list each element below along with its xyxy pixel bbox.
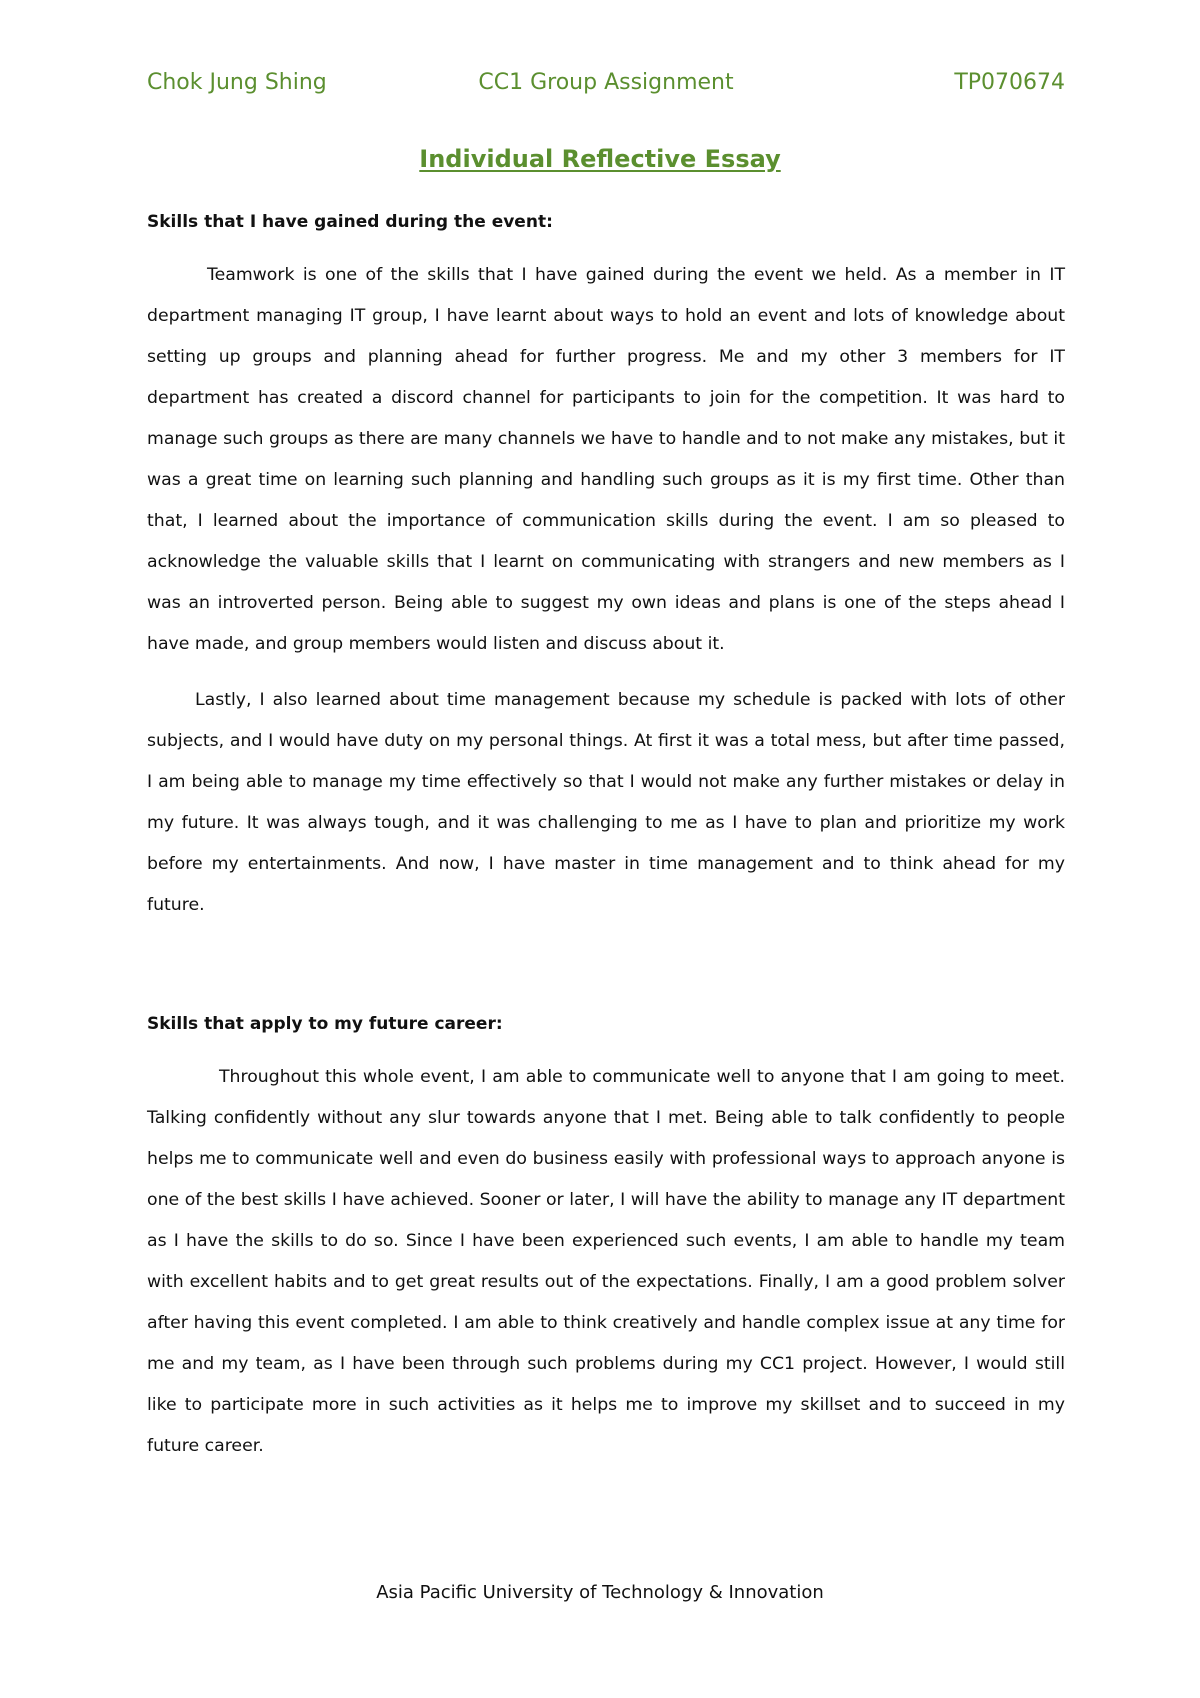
section-skills-gained bbox=[147, 210, 1065, 926]
header-author: Chok Jung Shing bbox=[147, 70, 327, 95]
section-future-career bbox=[147, 1012, 1065, 1467]
paragraph: Teamwork is one of the skills that I have gained during the event we held. As a member in IT department managing IT group, I have learnt about ways to hold an event and lots of knowledge about setting up groups and planning ahead for further progress. Me and my other 3 members for IT department has created a discord channel for participants to join for the competition. It was hard to manage such groups as there are many channels we have to handle and to not make any mistakes, but it was a great time on learning such planning and handling such groups as it is my first time. Other than that, I learned about the importance of communication skills during the event. I am so pleased to acknowledge the valuable skills that I learnt on communicating with strangers and new members as I was an introverted person. Being able to suggest my own ideas and plans is one of the steps ahead I have made, and group members would listen and discuss about it. bbox=[147, 265, 1065, 654]
section-heading: Skills that I have gained during the event: bbox=[147, 212, 553, 232]
page-title: Individual Reflective Essay bbox=[419, 145, 781, 173]
section-heading: Skills that apply to my future career: bbox=[147, 1014, 503, 1034]
page-header bbox=[147, 70, 1065, 102]
paragraph: Lastly, I also learned about time management because my schedule is packed with lots of other subjects, and I would have duty on my personal things. At first it was a total mess, but after time passed, I am being able to manage my time effectively so that I would not make any further mistakes or delay in my future. It was always tough, and it was challenging to me as I have to plan and prioritize my work before my entertainments. And now, I have master in time management and to think ahead for my future. bbox=[147, 690, 1065, 915]
paragraph: Throughout this whole event, I am able to communicate well to anyone that I am going to meet. Talking confidently without any slur towards anyone that I met. Being able to talk confidently to people helps me to communicate well and even do business easily with professional ways to approach anyone is one of the best skills I have achieved. Sooner or later, I will have the ability to manage any IT department as I have the skills to do so. Since I have been experienced such events, I am able to handle my team with excellent habits and to get great results out of the expectations. Finally, I am a good problem solver after having this event completed. I am able to think creatively and handle complex issue at any time for me and my team, as I have been through such problems during my CC1 project. However, I would still like to participate more in such activities as it helps me to improve my skillset and to succeed in my future career. bbox=[147, 1067, 1065, 1456]
header-assignment: CC1 Group Assignment bbox=[478, 70, 734, 95]
header-student-id: TP070674 bbox=[954, 70, 1065, 95]
page-footer: Asia Pacific University of Technology & Innovation bbox=[376, 1582, 824, 1603]
